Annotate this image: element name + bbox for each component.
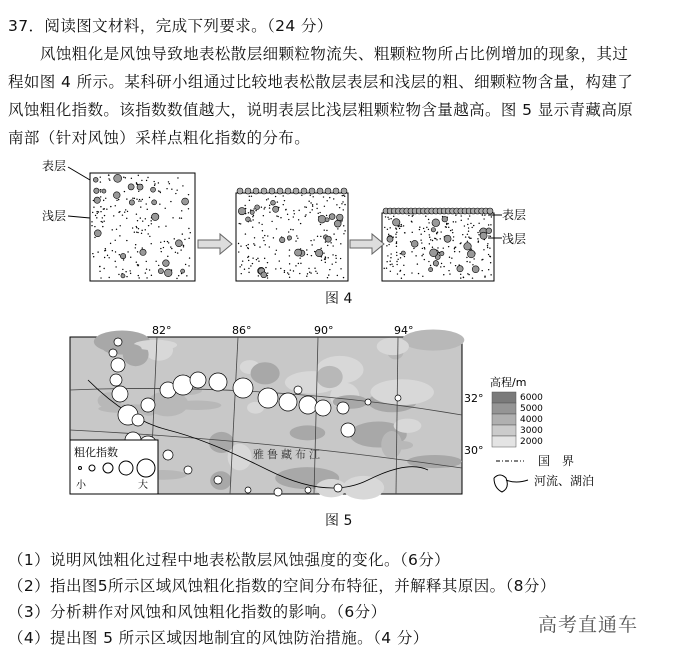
- paragraph-line: 风蚀粗化指数。该指数数值越大，说明表层比浅层粗颗粒物含量越高。图 5 显示青藏高原: [8, 101, 634, 119]
- sample-point: [299, 396, 317, 414]
- paragraph-line: 风蚀粗化是风蚀导致地表松散层细颗粒物流失、粗颗粒物所占比例增加的现象，其过: [40, 45, 629, 63]
- sub-question-1: （1）说明风蚀粗化过程中地表松散层风蚀强度的变化。（6分）: [8, 551, 451, 569]
- paragraph-line: 程如图 4 所示。某科研小组通过比较地表松散层表层和浅层的粗、细颗粒物含量，构建了: [8, 73, 634, 91]
- river-label: 雅鲁藏布江: [253, 448, 323, 461]
- watermark: 高考直通车: [538, 614, 639, 636]
- sub-question-4: （4）提出图 5 所示区域因地制宜的风蚀防治措施。（4 分）: [8, 629, 429, 647]
- sub-question-2: （2）指出图5所示区域风蚀粗化指数的空间分布特征，并解释其原因。（8分）: [8, 577, 556, 595]
- arrow-icon: [198, 234, 232, 254]
- sub-question-3: （3）分析耕作对风蚀和风蚀粗化指数的影响。（6分）: [8, 603, 387, 621]
- sample-point: [190, 372, 206, 388]
- sample-point: [132, 414, 144, 426]
- index-legend-small: 小: [76, 480, 86, 491]
- river-lake-label: 河流、湖泊: [534, 474, 595, 488]
- question-title: 37．阅读图文材料，完成下列要求。（24 分）: [8, 17, 333, 35]
- label-shallow-3: 浅层: [502, 232, 527, 246]
- lon-label: 86°: [232, 324, 252, 337]
- border-label: 国 界: [538, 454, 575, 468]
- sample-point: [209, 373, 227, 391]
- sample-point: [258, 388, 278, 408]
- lat-label: 30°: [464, 444, 484, 457]
- sample-point: [305, 487, 311, 493]
- sample-point: [315, 400, 331, 416]
- figure-4-caption: 图 4: [325, 291, 353, 307]
- figure-5-map: [68, 320, 628, 500]
- elevation-level: 3000: [520, 426, 543, 436]
- index-legend-title: 粗化指数: [74, 446, 118, 459]
- sample-point: [337, 402, 349, 414]
- sample-point: [279, 393, 297, 411]
- sample-point: [112, 386, 128, 402]
- arrow-icon: [350, 234, 384, 254]
- lon-label: 82°: [152, 324, 172, 337]
- elevation-level: 4000: [520, 415, 543, 425]
- sample-point: [233, 378, 253, 398]
- elevation-level: 6000: [520, 393, 543, 403]
- soil-box-2: [236, 193, 348, 281]
- lon-label: 94°: [394, 324, 414, 337]
- paragraph-line: 南部（针对风蚀）采样点粗化指数的分布。: [8, 129, 311, 147]
- sample-point: [114, 338, 122, 346]
- label-shallow: 浅层: [42, 209, 67, 223]
- elevation-level: 2000: [520, 437, 543, 447]
- index-legend-large: 大: [138, 480, 148, 491]
- sample-point: [334, 484, 342, 492]
- sample-point: [395, 395, 401, 401]
- sample-point: [294, 386, 302, 394]
- elevation-legend-title: 高程/m: [490, 376, 527, 389]
- sample-point: [245, 487, 251, 493]
- sample-point: [111, 358, 125, 372]
- figure-4-diagram: [40, 158, 560, 288]
- sample-point: [274, 488, 282, 496]
- sample-point: [109, 349, 117, 357]
- sample-point: [214, 476, 222, 484]
- sample-point: [365, 399, 371, 405]
- figure-5-caption: 图 5: [325, 513, 353, 529]
- sample-point: [184, 466, 192, 474]
- label-surface-3: 表层: [502, 208, 527, 222]
- sample-point: [110, 374, 122, 386]
- lat-label: 32°: [464, 392, 484, 405]
- sample-point: [341, 423, 355, 437]
- lon-label: 90°: [314, 324, 334, 337]
- sample-point: [163, 450, 173, 460]
- sample-point: [141, 398, 155, 412]
- elevation-level: 5000: [520, 404, 543, 414]
- label-surface: 表层: [42, 159, 67, 173]
